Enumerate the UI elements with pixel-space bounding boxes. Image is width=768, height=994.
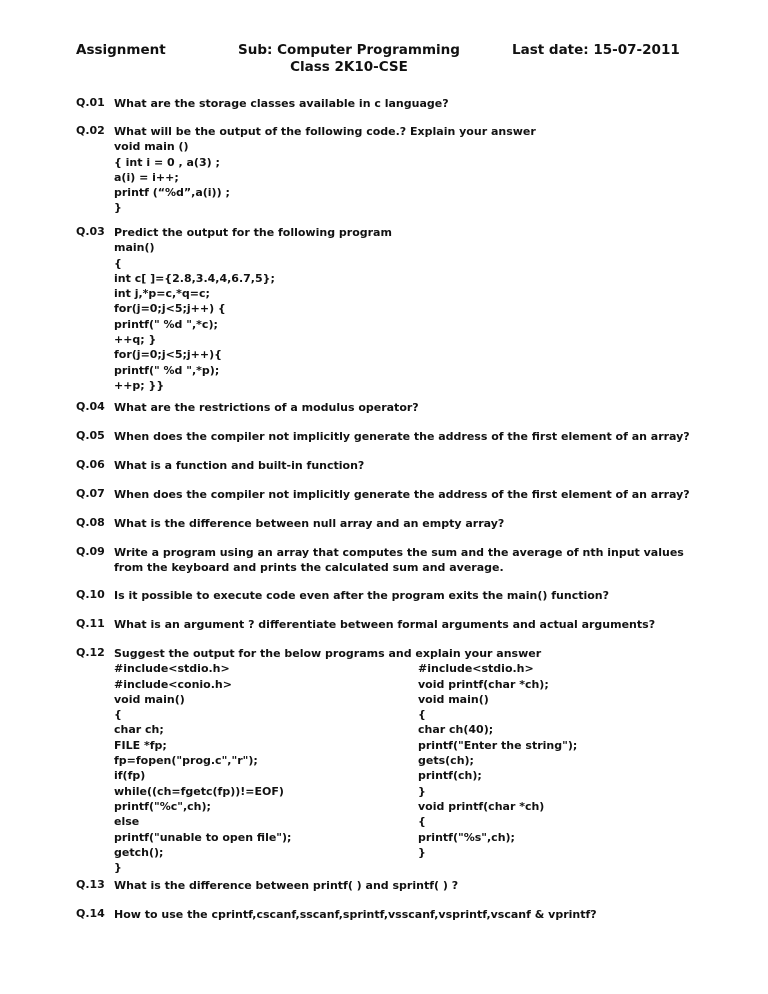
question-line: What is a function and built-in function? (114, 459, 365, 472)
question-number: Q.11 (76, 617, 105, 630)
code-line: void main() (114, 692, 185, 706)
question-line: { (114, 256, 122, 270)
question-text (114, 96, 694, 111)
question-number: Q.05 (76, 429, 105, 442)
question-number: Q.09 (76, 545, 105, 558)
question-number: Q.10 (76, 588, 105, 601)
left-program (114, 661, 291, 875)
question-line: void main () (114, 140, 189, 154)
question-text (114, 124, 694, 216)
question-line: int j,*p=c,*q=c; (114, 287, 210, 301)
class-name: Class 2K10-CSE (290, 59, 408, 75)
question-text (114, 646, 694, 875)
code-line: { (418, 708, 426, 722)
question-number: Q.13 (76, 878, 105, 891)
question-text (114, 588, 694, 603)
question-line: When does the compiler not implicitly generate the address of the first element of an array? (114, 430, 690, 443)
question-number: Q.14 (76, 907, 105, 920)
code-line: printf(ch); (418, 769, 482, 783)
code-line: #include<stdio.h> (418, 662, 534, 676)
question-line: What are the storage classes available in c language? (114, 97, 449, 110)
code-line: printf("Enter the string"); (418, 738, 578, 752)
question-number: Q.06 (76, 458, 105, 471)
question-text (114, 617, 694, 632)
code-line: } (114, 861, 122, 875)
code-line: } (418, 845, 426, 859)
code-columns (114, 661, 694, 875)
question-line: What will be the output of the following code.? Explain your answer (114, 125, 536, 138)
code-line: printf("%s",ch); (418, 830, 515, 844)
subject-title: Sub: Computer Programming (238, 42, 460, 58)
question-line: ++p; }} (114, 378, 165, 392)
question-line: main() (114, 241, 155, 255)
question-text (114, 907, 694, 922)
question-line: Predict the output for the following program (114, 226, 392, 239)
last-date: Last date: 15-07-2011 (512, 42, 680, 58)
code-line: getch(); (114, 845, 164, 859)
page-header (76, 42, 680, 82)
assignment-label: Assignment (76, 42, 166, 58)
question-text (114, 400, 694, 415)
code-line: char ch(40); (418, 723, 494, 737)
code-line: else (114, 815, 140, 829)
code-line: printf("unable to open file"); (114, 830, 292, 844)
question-line: How to use the cprintf,cscanf,sscanf,sprintf,vsscanf,vsprintf,vscanf & vprintf? (114, 908, 597, 921)
question-line: ++q; } (114, 333, 157, 347)
question-line: Is it possible to execute code even after the program exits the main() function? (114, 589, 610, 602)
question-text (114, 516, 694, 531)
question-line: printf (“%d”,a(i)) ; (114, 186, 230, 200)
question-text (114, 429, 694, 444)
code-line: void printf(char *ch); (418, 677, 549, 691)
question-line: What is the difference between null array and an empty array? (114, 517, 505, 530)
question-number: Q.12 (76, 646, 105, 659)
question-number: Q.07 (76, 487, 105, 500)
code-line: void printf(char *ch) (418, 799, 545, 813)
question-number: Q.08 (76, 516, 105, 529)
question-text (114, 878, 694, 893)
question-text (114, 458, 694, 473)
code-line: char ch; (114, 723, 164, 737)
code-line: while((ch=fgetc(fp))!=EOF) (114, 784, 284, 798)
question-number: Q.01 (76, 96, 105, 109)
code-line: #include<stdio.h> (114, 662, 230, 676)
question-line: Write a program using an array that computes the sum and the average of nth input values from the keyboard and prints the calculated sum and average. (114, 546, 684, 575)
code-line: gets(ch); (418, 754, 474, 768)
subject-block (229, 42, 469, 76)
question-text (114, 545, 694, 576)
code-line: } (418, 784, 426, 798)
code-line: { (114, 708, 122, 722)
question-line: What is the difference between printf( ) and sprintf( ) ? (114, 879, 459, 892)
right-program (418, 661, 577, 860)
code-line: { (418, 815, 426, 829)
code-line: void main() (418, 692, 489, 706)
question-line: printf(" %d ",*c); (114, 317, 218, 331)
question-line: What are the restrictions of a modulus operator? (114, 401, 419, 414)
question-line: a(i) = i++; (114, 170, 179, 184)
code-line: if(fp) (114, 769, 146, 783)
question-line: printf(" %d ",*p); (114, 363, 220, 377)
code-line: fp=fopen("prog.c","r"); (114, 754, 258, 768)
question-number: Q.04 (76, 400, 105, 413)
question-line: { int i = 0 , a(3) ; (114, 155, 220, 169)
question-line: What is an argument ? differentiate between formal arguments and actual arguments? (114, 618, 656, 631)
question-line: When does the compiler not implicitly generate the address of the first element of an array? (114, 488, 690, 501)
question-number: Q.02 (76, 124, 105, 137)
question-text (114, 225, 694, 393)
question-text (114, 487, 694, 502)
code-line: printf("%c",ch); (114, 799, 211, 813)
code-line: FILE *fp; (114, 738, 167, 752)
question-line: Suggest the output for the below programs and explain your answer (114, 647, 542, 660)
question-number: Q.03 (76, 225, 105, 238)
question-line: for(j=0;j<5;j++) { (114, 302, 226, 316)
question-line: int c[ ]={2.8,3.4,4,6.7,5}; (114, 271, 275, 285)
question-line: for(j=0;j<5;j++){ (114, 348, 222, 362)
question-line: } (114, 201, 122, 215)
code-line: #include<conio.h> (114, 677, 232, 691)
